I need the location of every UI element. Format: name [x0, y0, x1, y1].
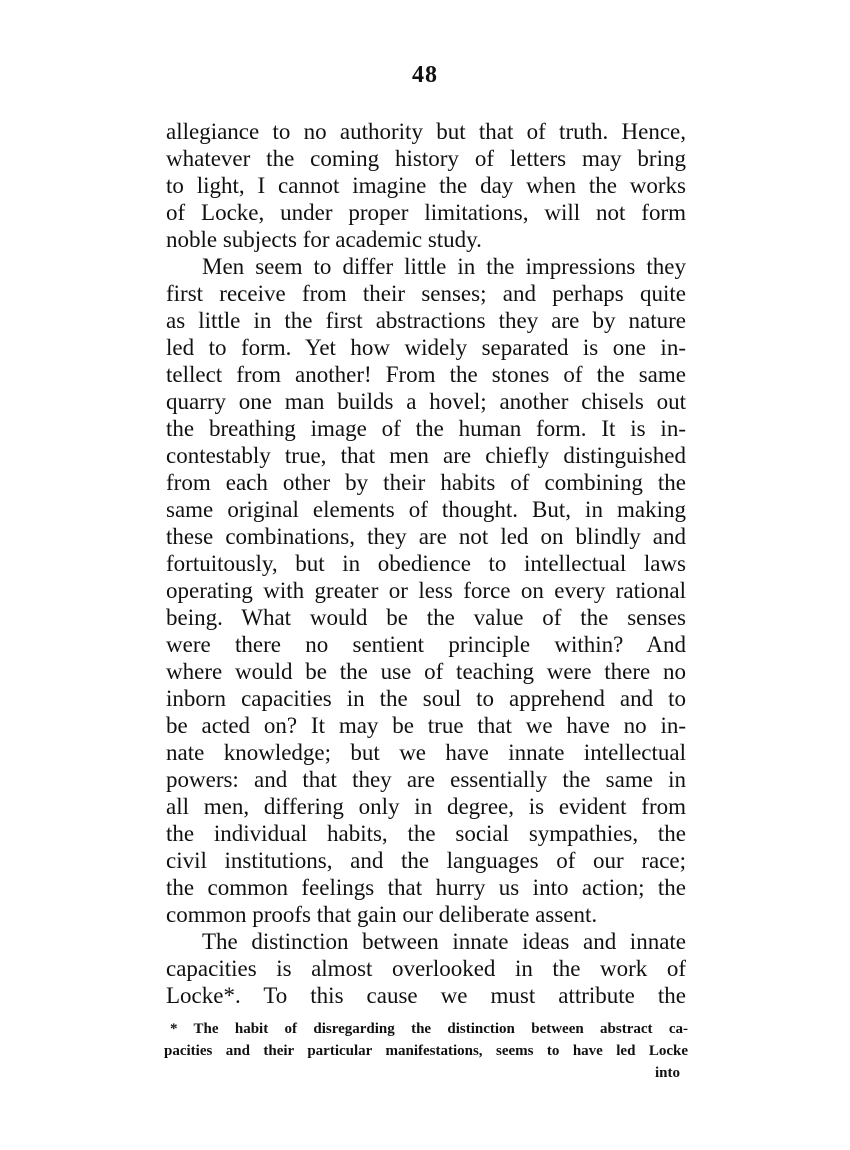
footnote-catchword: into [654, 1065, 680, 1081]
text-line: nate knowledge; but we have innate intellectual [166, 740, 686, 765]
text-line: Men seem to differ little in the impressions they [202, 254, 686, 279]
text-line: being. What would be the value of the senses [166, 605, 686, 630]
body-text [166, 118, 686, 1009]
text-line: Locke*. To this cause we must attribute the [166, 983, 686, 1008]
text-line: operating with greater or less force on every rational [166, 578, 686, 603]
text-line: tellect from another! From the stones of the same [166, 362, 686, 387]
footnote [164, 1018, 688, 1084]
text-line: where would be the use of teaching were there no [166, 659, 686, 684]
text-line: same original elements of thought. But, in making [166, 497, 686, 522]
text-line: powers: and that they are essentially the same in [166, 767, 686, 792]
text-line: were there no sentient principle within? And [166, 632, 686, 657]
page-number: 48 [412, 62, 438, 88]
text-line: whatever the coming history of letters may bring [166, 146, 686, 171]
text-line: first receive from their senses; and perhaps quite [166, 281, 686, 306]
text-line: of Locke, under proper limitations, will not form [166, 200, 686, 225]
text-line: as little in the first abstractions they are by nature [166, 308, 686, 333]
text-line: civil institutions, and the languages of our race; [166, 848, 686, 873]
footnote-line: pacities and their particular manifestations, seems to have led Locke [164, 1043, 688, 1059]
text-line: led to form. Yet how widely separated is one in- [166, 335, 686, 360]
text-line: inborn capacities in the soul to apprehend and to [166, 686, 686, 711]
text-line: these combinations, they are not led on blindly and [166, 524, 686, 549]
text-line: allegiance to no authority but that of truth. Hence, [166, 119, 686, 144]
text-line: be acted on? It may be true that we have no in- [166, 713, 686, 738]
text-line: capacities is almost overlooked in the work of [166, 956, 686, 981]
text-line: the common feelings that hurry us into action; the [166, 875, 686, 900]
text-line: the individual habits, the social sympathies, the [166, 821, 686, 846]
text-line: from each other by their habits of combining the [166, 470, 686, 495]
text-line: all men, differing only in degree, is evident from [166, 794, 686, 819]
text-line: to light, I cannot imagine the day when the works [166, 173, 686, 198]
text-line: noble subjects for academic study. [166, 227, 482, 252]
text-line: The distinction between innate ideas and innate [202, 929, 686, 954]
text-line: common proofs that gain our deliberate assent. [166, 902, 598, 927]
footnote-line: * The habit of disregarding the distinction between abstract ca- [170, 1021, 688, 1037]
text-line: the breathing image of the human form. It is in- [166, 416, 686, 441]
text-line: fortuitously, but in obedience to intellectual laws [166, 551, 686, 576]
text-line: quarry one man builds a hovel; another chisels out [166, 389, 686, 414]
text-line: contestably true, that men are chiefly distinguished [166, 443, 686, 468]
